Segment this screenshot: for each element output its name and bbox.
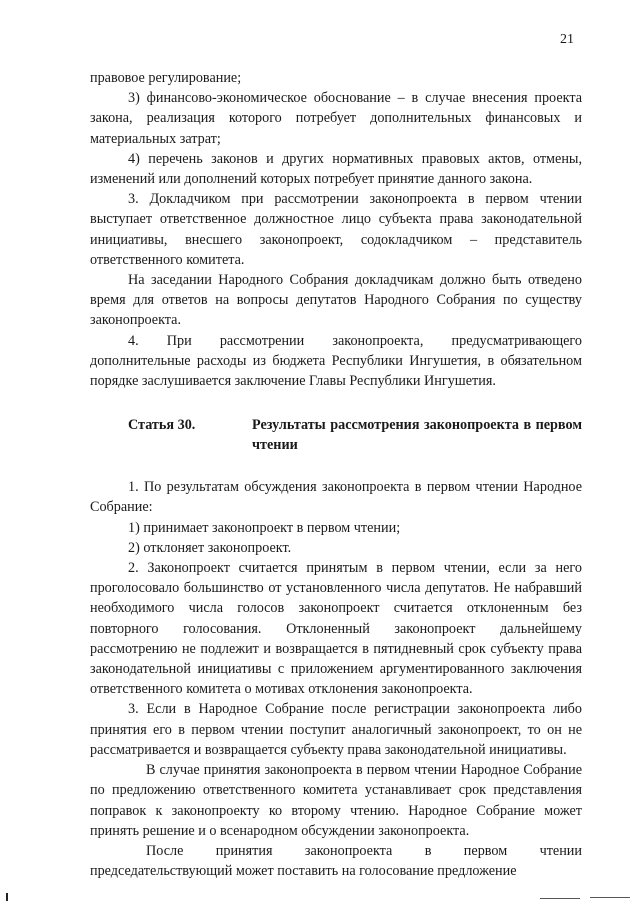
scan-line <box>540 898 580 899</box>
paragraph: 1) принимает законопроект в первом чтении; <box>128 519 401 536</box>
article-heading <box>90 415 582 455</box>
paragraph: 2) отклоняет законопроект. <box>128 539 292 556</box>
document-body <box>90 68 582 881</box>
paragraph: В случае принятия законопроекта в первом чтении Народное Собрание по предложению ответственного комитета устанавливает срок представления поправок к законопроекту ко второму чтению. Народное Собрание может принять решение и о всенародном обсуждении законопроекта. <box>90 762 582 839</box>
paragraph: 3. Если в Народное Собрание после регистрации законопроекта либо принятия его в первом чтении поступит аналогичный законопроект, то он не рассматривается и возвращается субъекту права законодательной инициативы. <box>90 701 582 758</box>
paragraph: правовое регулирование; <box>90 70 242 86</box>
article-title: Результаты рассмотрения законопроекта в первом чтении <box>252 417 582 454</box>
paragraph: 3. Докладчиком при рассмотрении законопроекта в первом чтении выступает ответственное должностное лицо субъекта права законодательной инициативы, внесшего законопроект, содокладчиком – представитель ответственного комитета. <box>90 191 582 268</box>
scan-artifacts <box>0 891 640 901</box>
paragraph: 2. Законопроект считается принятым в первом чтении, если за него проголосовало большинство от установленного числа депутатов. Не набравший необходимого числа голосов законопроект считается отклоненным без повторного голосования. Отклоненный законопроект дальнейшему рассмотрению не подлежит и возвращается в пятидневный срок субъекту права законодательной инициативы с приложением аргументированного заключения ответственного комитета о мотивах отклонения законопроекта. <box>90 560 582 698</box>
scan-mark <box>6 893 8 901</box>
paragraph: На заседании Народного Собрания докладчикам должно быть отведено время для ответов на вопросы депутатов Народного Собрания по существу законопроекта. <box>90 272 582 329</box>
paragraph: 3) финансово-экономическое обоснование – в случае внесения проекта закона, реализация которого потребует дополнительных финансовых и материальных затрат; <box>90 90 582 147</box>
paragraph: 4) перечень законов и других нормативных правовых актов, отмены, изменений или дополнений которых потребует принятие данного закона. <box>90 150 582 188</box>
page-number: 21 <box>560 32 574 47</box>
article-label: Статья 30. <box>128 417 196 434</box>
paragraph: 1. По результатам обсуждения законопроекта в первом чтении Народное Собрание: <box>90 479 582 516</box>
paragraph: После принятия законопроекта в первом чтении председательствующий может поставить на голосование предложение <box>90 842 582 880</box>
scan-line <box>590 897 630 898</box>
paragraph: 4. При рассмотрении законопроекта, предусматривающего дополнительные расходы из бюджета Республики Ингушетия, в обязательном порядке заслушивается заключение Главы Республики Ингушетия. <box>90 332 582 390</box>
